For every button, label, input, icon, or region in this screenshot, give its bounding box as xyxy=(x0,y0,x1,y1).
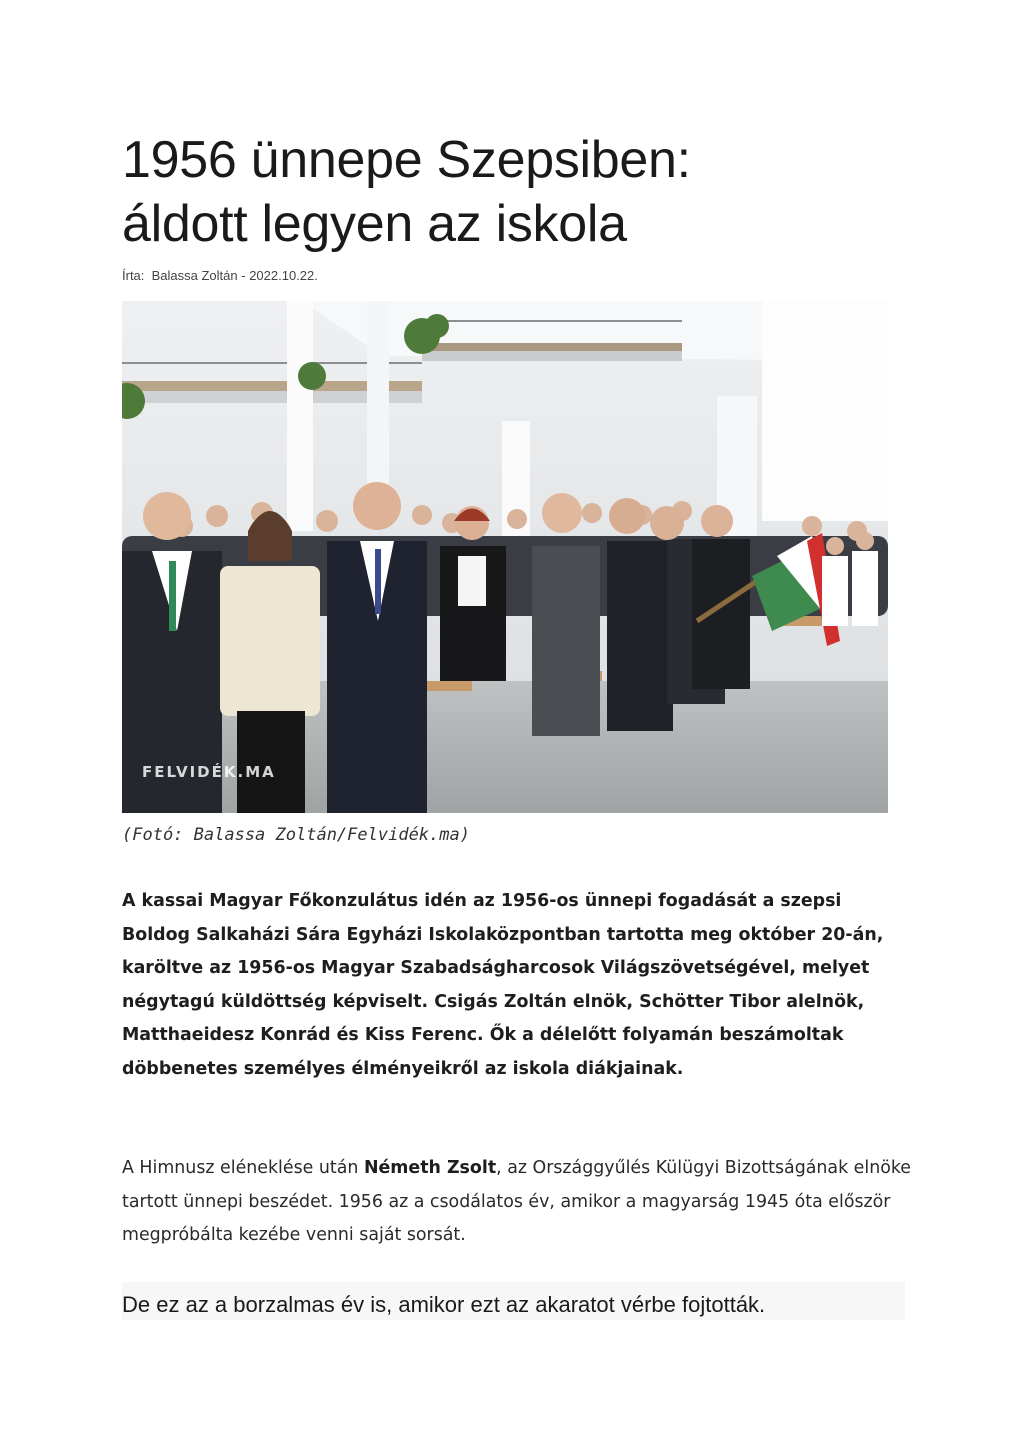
photo-watermark: FELVIDÉK.MA xyxy=(142,763,276,781)
photo-illustration xyxy=(122,301,888,813)
title-line-1: 1956 ünnepe Szepsiben: xyxy=(122,131,691,189)
pull-quote: De ez az a borzalmas év is, amikor ezt az akaratot vérbe fojtották. xyxy=(122,1292,766,1317)
body-text-start: A Himnusz eléneklése után xyxy=(122,1158,364,1178)
title-line-2: áldott legyen az iskola xyxy=(122,195,627,253)
body-text-end: , az Országgyűlés Külügyi Bizottságának elnöke tartott ünnepi beszédet. 1956 az a csodálatos év, amikor a magyarság 1945 óta először megpróbálta kezébe venni saját sorsát. xyxy=(122,1158,912,1245)
byline xyxy=(122,268,318,283)
lead-paragraph: A kassai Magyar Főkonzulátus idén az 1956-os ünnepi fogadását a szepsi Boldog Salkaházi Sára Egyházi Iskolaközpontban tartotta meg október 20-án, karöltve az 1956-os Magyar Szabadságharcosok Világszövetségével, melyet négytagú küldöttség képviselt. Csigás Zoltán elnök, Schötter Tibor alelnök, Matthaeidesz Konrád és Kiss Ferenc. Ők a délelőtt folyamán beszámoltak döbbenetes személyes élményeikről az iskola diákjainak. xyxy=(122,891,884,1079)
photo-caption: (Fotó: Balassa Zoltán/Felvidék.ma) xyxy=(122,825,470,845)
author-link[interactable]: Balassa Zoltán xyxy=(151,268,238,283)
body-paragraph xyxy=(122,1152,912,1253)
article-photo xyxy=(122,301,888,813)
article-title xyxy=(122,128,907,256)
publish-date: 2022.10.22. xyxy=(249,268,318,283)
byline-separator: - xyxy=(237,268,250,283)
byline-prefix: Írta: xyxy=(122,268,152,283)
speaker-name: Németh Zsolt xyxy=(363,1158,497,1178)
